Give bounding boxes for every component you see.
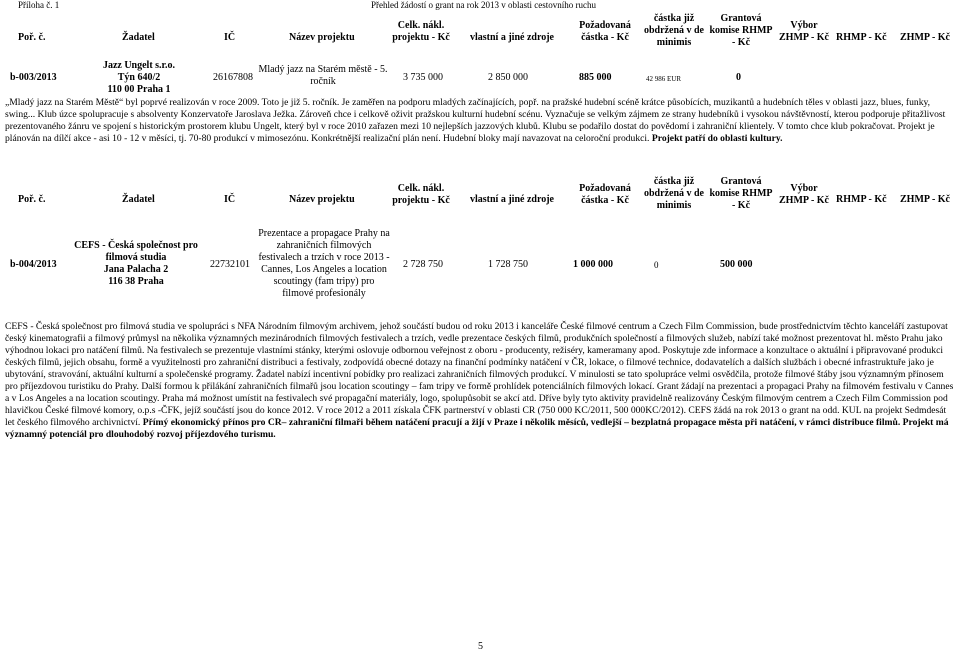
col-pozadovana: Požadovaná částka - Kč [579, 20, 631, 43]
page-number: 5 [478, 641, 483, 652]
page-header [0, 0, 960, 12]
col-nazev: Název projektu [289, 32, 355, 43]
ic-value: 26167808 [213, 72, 253, 83]
row-id: b-004/2013 [10, 259, 57, 270]
deminimis-amount: 0 [654, 260, 659, 270]
col-obdrzena: částka již obdržená v de minimis [644, 13, 704, 48]
deminimis-amount: 42 986 EUR [646, 75, 681, 83]
total-cost: 2 728 750 [403, 259, 443, 270]
requested-amount: 885 000 [579, 72, 612, 83]
col-zhmp: ZHMP - Kč [900, 32, 950, 43]
project-name: Mladý jazz na Starém městě - 5. ročník [258, 64, 388, 87]
row-id: b-003/2013 [10, 72, 57, 83]
attachment-label: Příloha č. 1 [18, 0, 60, 10]
total-cost: 3 735 000 [403, 72, 443, 83]
document-title: Přehled žádostí o grant na rok 2013 v oblasti cestovního ruchu [371, 0, 596, 10]
col-zadatel: Žadatel [122, 32, 155, 43]
col-rhmp: RHMP - Kč [836, 32, 887, 43]
own-sources: 2 850 000 [488, 72, 528, 83]
applicant: CEFS - Česká společnost pro filmová studia Jana Palacha 2 116 38 Praha [74, 240, 198, 287]
col-vlastni: vlastní a jiné zdroje [470, 32, 554, 43]
col-ic: IČ [224, 32, 236, 43]
row1-description: „Mladý jazz na Starém Městě“ byl poprvé realizován v roce 2009. Toto je již 5. ročník. Je zaměřen na podporu mladých začínajících, popř. na pražské hudební scéně krátce působících, muzikantů a hudebních těles v oblasti jazz, blues, funky, swing... Klub úzce spolupracuje s absolventy Konzervatoře Jaroslava Ježka. Zároveň chce i celkově oživit pražskou kulturní hudební scénu. Vyznačuje se velkým zájmem ze strany hudebníků i vysokou návštěvností, kterou podporuje přitažlivost prezentovaného žánru ve spojení s historickým prostorem klubu Ungelt, který byl v roce 2010 zařazen mezi 10 nejlepších jazzových klubů. Klubu se podařilo dostat do povědomí i zahraniční klientely. V tomto chce klub pokračovat. Projekt je plánován na dílčí akce - asi 10 - 12 v měsíci, tj. 70-80 produkcí v mimosezónu. Konkrétnější realizační plán není. Hudební bloky mají navazovat na celoroční produkci. Projekt patří do oblasti kultury. [5, 97, 946, 144]
grant-committee: 500 000 [720, 259, 753, 270]
requested-amount: 1 000 000 [573, 259, 613, 270]
row2-description: CEFS - Česká společnost pro filmová studia ve spolupráci s NFA Národním filmovým archivem, jehož součástí budou od roku 2013 i kanceláře České filmové centrum a Czech Film Commission, bude prostřednictvím těchto kanceláří zastupovat český kinematografii a filmový průmysl na několika významných mezinárodních filmových festivalech a trzích, vedle prezentace českých filmů, produkčních společností a filmových služeb, nabízí také možnost prezentovat hl. město Prahu jako výhodnou lokaci pro natáčení filmů. Na festivalech se prezentuje vlastními stánky, kterými oslovuje odbornou veřejnost z oboru - producenty, režiséry, kameramany apod. Poskytuje zde informace a konzultace o aktuální i připravované produkci českých filmů, jejich obsahu, formě a využitelnosti pro zahraniční distribuci a festivaly, zodpovídá obecné dotazy na finanční podmínky natáčení v ČR, lokace, o filmové technice, dodavatelích a dalších službách i obecné infrastruktuře jako je ubytování, stravování, aktuální kulturní a společenské programy. Žadatel nabízí incentivní pobídky pro realizaci zahraničních filmových produkcí. V minulosti se tato spolupráce velmi osvědčila, protože filmové štáby jsou významným přínosem pro příjezdovou turistiku do Prahy. Další formou k přilákání zahraničních filmařů jsou location scoutingy – fam tripy ve formě prohlídek potenciálních filmových lokací. Grant žádají na prezentaci a propagaci Prahy na filmovém festivalu v Cannes a v Los Angeles a na location scoutingy. Praha má možnost umístit na festivalech své propagační materiály, logo, spolupůsobit se akcí atd. Dříve byly tyto aktivity pravidelně realizovány Českým filmovým centrem a Czech Film Commission pod hlavičkou České filmové komory, o.p.s -ČFK, jejíž součástí jsou do konce 2012. V roce 2012 a 2011 získala ČFK partnerství v oblasti CR (750 000 KC/2011, 500 000KC/2012). CEFS žádá na rok 2013 o grant na odd. KUL na projekt Sedmdesát let českého filmového archivnictví. Přímý ekonomický přínos pro CR– zahraniční filmaři během natáčení pracují a žijí v Praze i několik měsíců, vedlejší – bezplatná propagace města při natáčení, v rámci distribuce filmů. Projekt má významný potenciál pro dlouhodobý rozvoj příjezdového turismu. [5, 321, 954, 440]
project-name: Prezentace a propagace Prahy na zahraničních filmových festivalech a trzích v roce 2013 - Cannes, Los Angeles a location scoutingy (fam tripy) pro filmové profesionály [258, 228, 390, 299]
applicant: Jazz Ungelt s.r.o. Týn 640/2 110 00 Praha 1 [102, 60, 176, 95]
col-grantova: Grantová komise RHMP - Kč [709, 13, 773, 48]
own-sources: 1 728 750 [488, 259, 528, 270]
col-vybor: Výbor ZHMP - Kč [779, 20, 829, 43]
col-por: Poř. č. [18, 32, 46, 43]
col-celk: Celk. nákl. projektu - Kč [392, 20, 450, 43]
ic-value: 22732101 [210, 259, 250, 270]
grant-committee: 0 [736, 72, 741, 83]
